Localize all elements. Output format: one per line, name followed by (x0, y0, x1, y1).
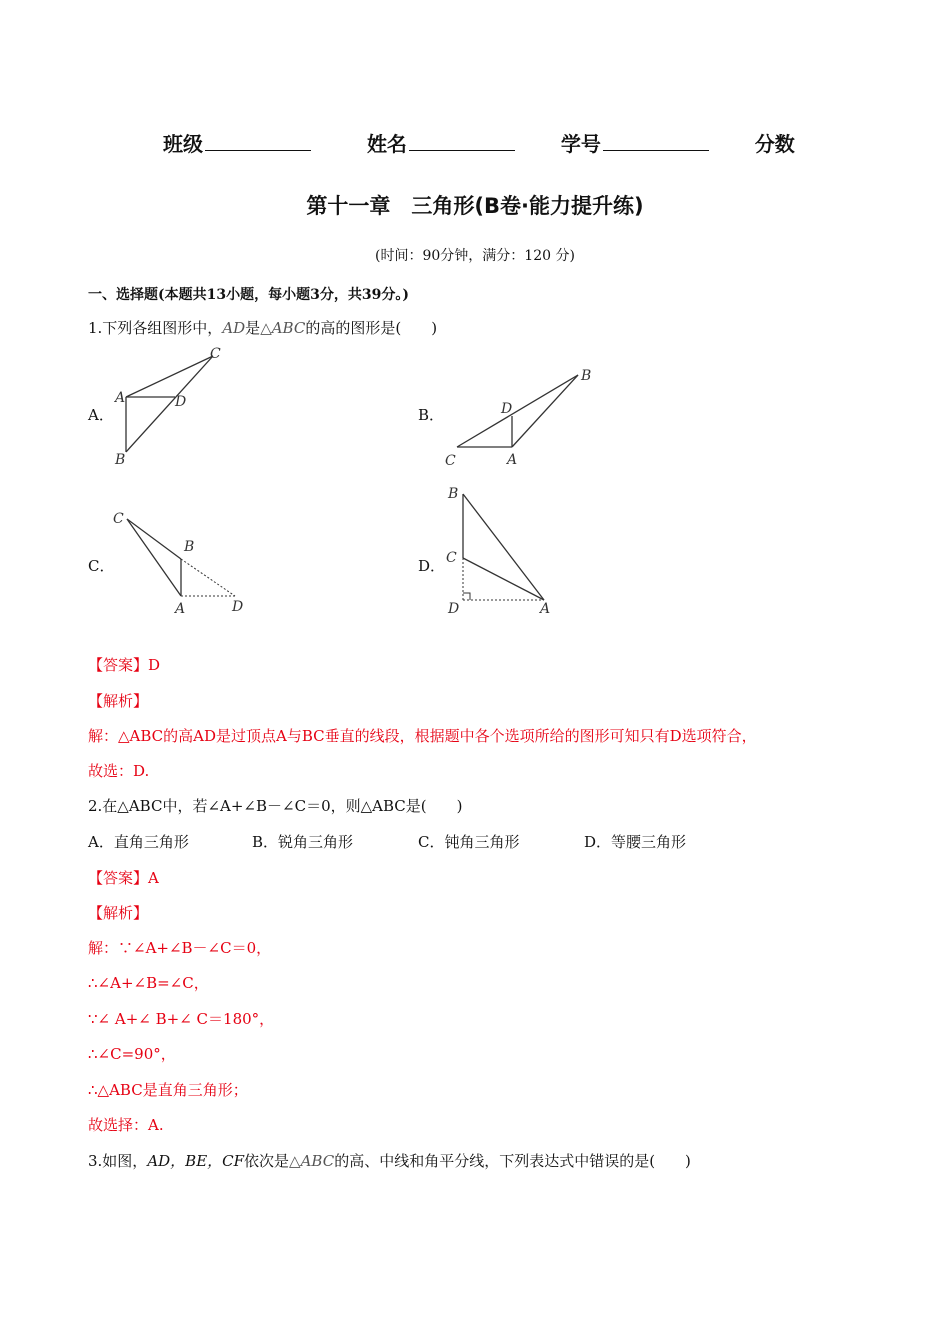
id-blank[interactable] (603, 132, 709, 151)
q1-answer: 【答案】D (88, 656, 161, 674)
page-title: 第十一章 三角形(B卷·能力提升练) (306, 194, 644, 218)
figure-c (105, 505, 255, 620)
q3-stem-vars: AD，BE，CF (147, 1152, 245, 1170)
q2-line-4: ∴∠C=90°， (88, 1045, 176, 1063)
fig-a-label-d: D (175, 394, 187, 410)
question-3-stem (88, 1150, 691, 1171)
fig-d-label-b: B (448, 486, 459, 502)
fig-c-label-d: D (232, 599, 244, 615)
q2-option-b: B．锐角三角形 (252, 833, 354, 851)
score-label: 分数 (754, 132, 795, 156)
q2-line-2: ∴∠A+∠B=∠C， (88, 974, 209, 992)
q3-stem-abc: △ABC (289, 1152, 335, 1170)
figure-b (440, 362, 600, 472)
fig-d-label-d: D (448, 601, 460, 617)
q2-analysis-label: 【解析】 (88, 904, 149, 922)
question-1-stem (88, 317, 437, 338)
q2-answer: 【答案】A (88, 869, 159, 887)
q1-stem-pre: 1.下列各组图形中， (88, 319, 223, 337)
fig-a-label-c: C (210, 346, 221, 362)
option-a-label: A． (88, 406, 114, 424)
q1-analysis-label: 【解析】 (88, 692, 149, 710)
class-label: 班级 (163, 132, 203, 156)
figure-d (440, 480, 570, 620)
fig-d-label-a: A (540, 601, 551, 617)
header-row (163, 128, 795, 157)
option-c-label: C． (88, 557, 115, 575)
fig-b-label-a: A (507, 452, 518, 468)
fig-c-label-c: C (113, 511, 124, 527)
q3-stem-post: 的高、中线和角平分线，下列表达式中错误的是( ) (334, 1152, 691, 1170)
class-blank[interactable] (205, 132, 311, 151)
q2-line-3: ∵∠ A+∠ B+∠ C＝180°， (88, 1010, 275, 1028)
figure-a (105, 340, 235, 470)
q3-stem-pre: 3.如图， (88, 1152, 148, 1170)
name-label: 姓名 (366, 132, 407, 156)
q1-stem-post: 的高的图形是( ) (305, 319, 438, 337)
q1-analysis-line-2: 故选：D. (88, 762, 150, 780)
id-label: 学号 (560, 132, 601, 156)
name-blank[interactable] (409, 132, 515, 151)
question-2-stem: 2.在△ABC中，若∠A+∠B－∠C＝0，则△ABC是( ) (88, 797, 463, 815)
q2-option-a: A．直角三角形 (88, 833, 189, 851)
option-b-label: B． (418, 406, 445, 424)
q3-stem-mid: 依次是 (244, 1152, 290, 1170)
q2-option-d: D．等腰三角形 (584, 833, 687, 851)
fig-b-label-c: C (445, 453, 456, 469)
page-subtitle: (时间：90分钟，满分：120 分) (375, 248, 575, 264)
fig-c-label-b: B (184, 539, 195, 555)
fig-b-label-d: D (501, 401, 513, 417)
q1-analysis-line-1: 解：△ABC的高AD是过顶点A与BC垂直的线段，根据题中各个选项所给的图形可知只有D选项符合， (88, 727, 757, 745)
fig-a-label-b: B (115, 452, 126, 468)
fig-d-label-c: C (446, 550, 457, 566)
q2-line-1: 解：∵∠A+∠B－∠C＝0， (88, 939, 272, 957)
fig-a-label-a: A (115, 390, 126, 406)
q2-line-5: ∴△ABC是直角三角形； (88, 1081, 248, 1099)
q2-line-6: 故选择：A. (88, 1116, 164, 1134)
q1-stem-ad: AD (222, 319, 246, 337)
fig-b-label-b: B (581, 368, 592, 384)
section-heading: 一、选择题(本题共13小题，每小题3分，共39分。) (88, 287, 409, 303)
q2-option-c: C．钝角三角形 (418, 833, 520, 851)
q1-stem-mid: 是 (245, 319, 261, 337)
fig-c-label-a: A (175, 601, 186, 617)
option-d-label: D． (418, 557, 446, 575)
q1-stem-abc: △ABC (260, 319, 306, 337)
